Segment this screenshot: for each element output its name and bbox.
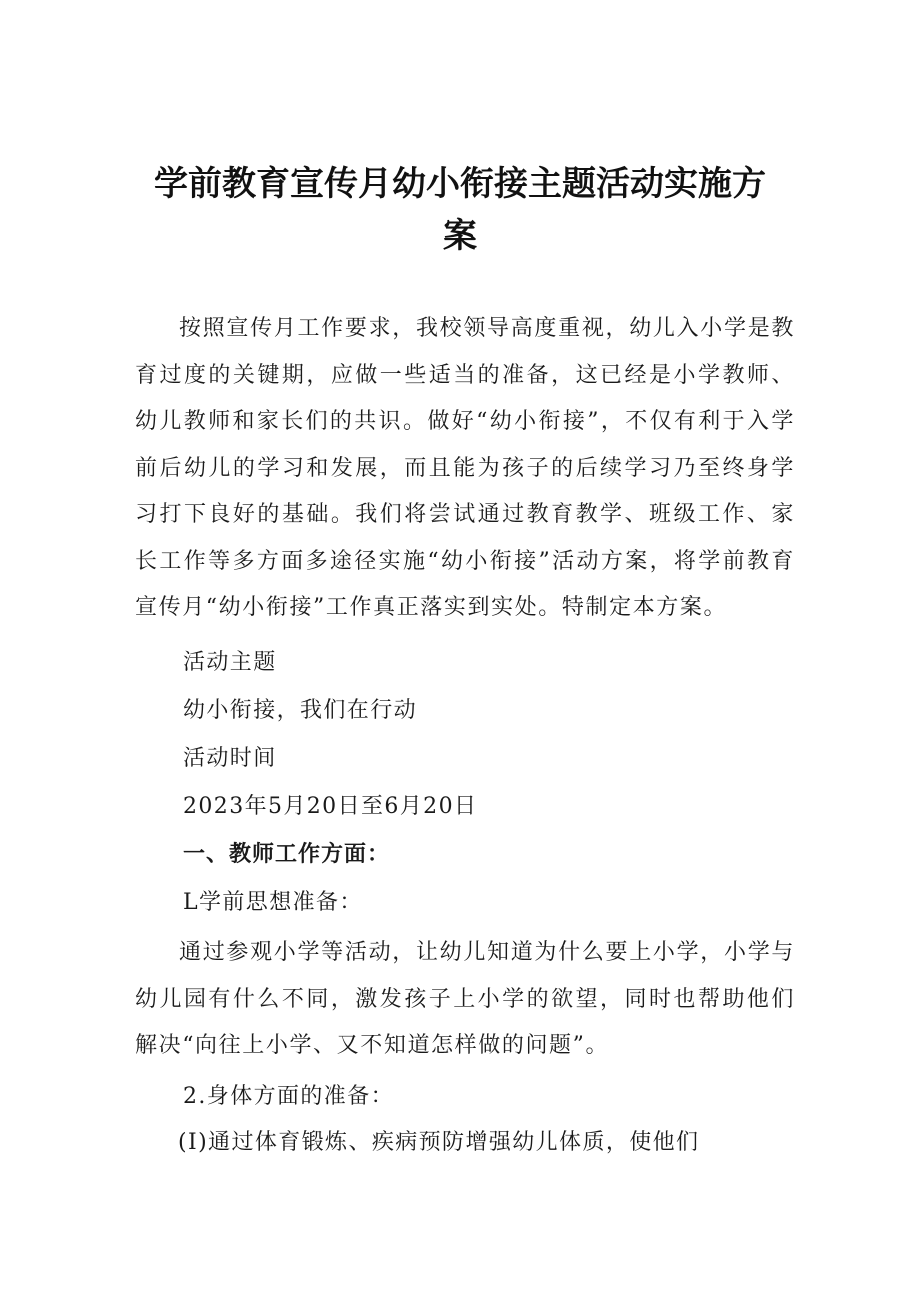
document-title-continued: 案: [443, 216, 477, 256]
item-paragraph-mental-preparation: 通过参观小学等活动，让幼儿知道为什么要上小学，小学与幼儿园有什么不同，激发孩子上小学的欲望，同时也帮助他们解决“向往上小学、又不知道怎样做的问题”。: [135, 940, 795, 1058]
document-title: 学前教育宣传月幼小衔接主题活动实施方: [154, 164, 766, 204]
section-heading-teacher-work: 一、教师工作方面：: [183, 842, 391, 867]
time-text: 2023年5月20日至6月20日: [183, 794, 478, 819]
item-heading-mental-preparation: L学前思想准备：: [183, 890, 363, 915]
theme-heading: 活动主题: [183, 650, 277, 675]
time-heading: 活动时间: [183, 746, 277, 771]
sub-item-physical-1: (I)通过体育锻炼、疾病预防增强幼儿体质，使他们: [178, 1130, 700, 1155]
intro-paragraph: 按照宣传月工作要求，我校领导高度重视，幼儿入小学是教育过度的关键期，应做一些适当的准备，这已经是小学教师、幼儿教师和家长们的共识。做好“幼小衔接”，不仅有利于入学前后幼儿的学习和发展，而且能为孩子的后续学习乃至终身学习打下良好的基础。我们将尝试通过教育教学、班级工作、家长工作等多方面多途径实施“幼小衔接”活动方案，将学前教育宣传月“幼小衔接”工作真正落实到实处。特制定本方案。: [135, 316, 795, 620]
item-heading-physical-preparation: 2.身体方面的准备：: [183, 1084, 394, 1109]
theme-text: 幼小衔接，我们在行动: [183, 698, 418, 723]
